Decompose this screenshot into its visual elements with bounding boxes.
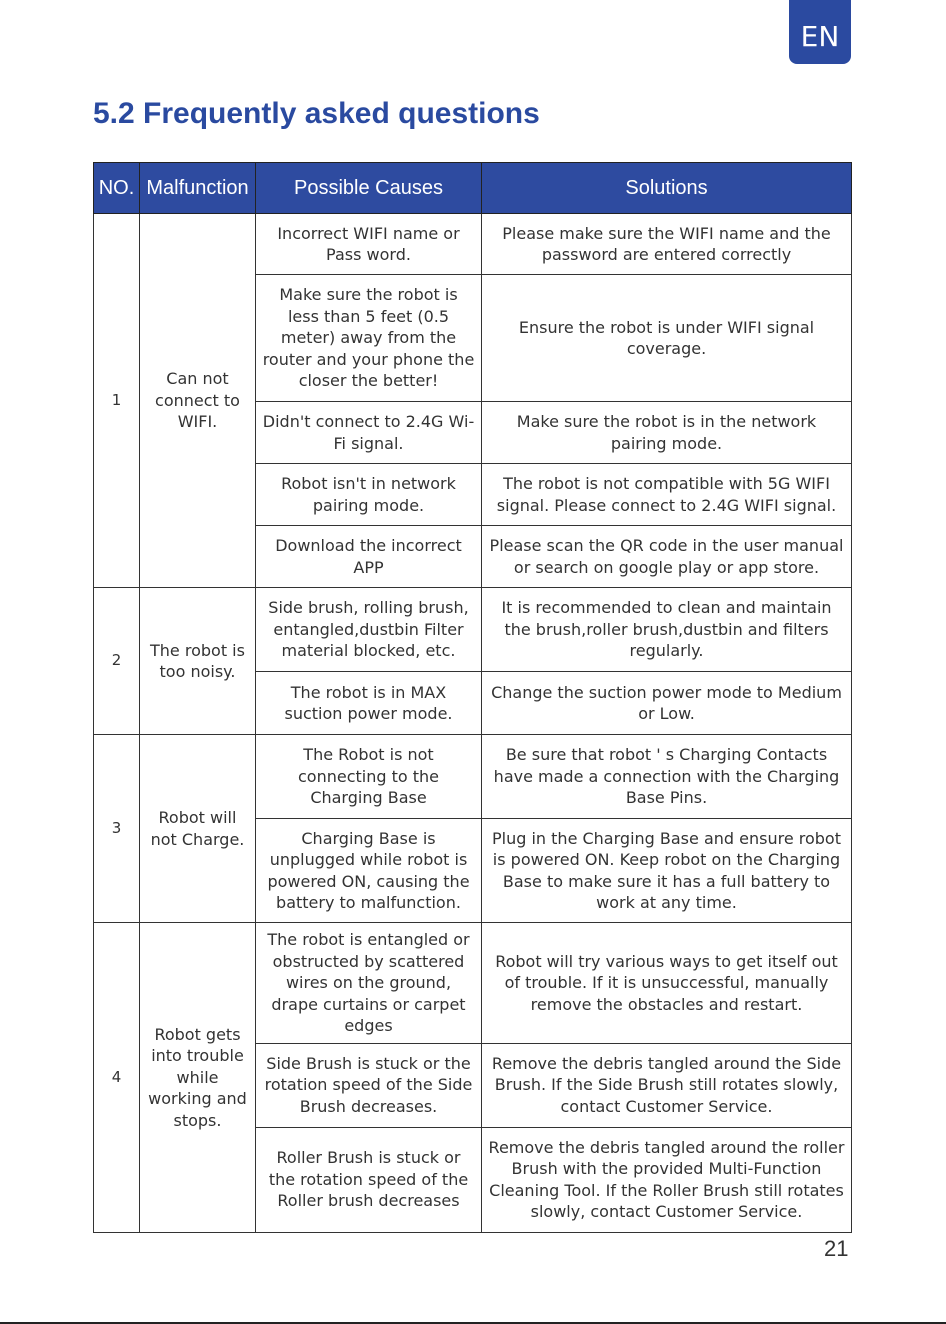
table-header-row bbox=[94, 163, 852, 214]
malfunction-cell: Robot gets into trouble while working and stops. bbox=[140, 923, 256, 1233]
page-number: 21 bbox=[824, 1236, 849, 1261]
solution-cell: Remove the debris tangled around the Side Brush. If the Side Brush still rotates slowly, contact Customer Service. bbox=[482, 1043, 852, 1127]
row-number: 3 bbox=[94, 735, 140, 923]
solution-cell: Make sure the robot is in the network pairing mode. bbox=[482, 402, 852, 464]
header-no: NO. bbox=[94, 163, 140, 214]
cause-cell: Charging Base is unplugged while robot is powered ON, causing the battery to malfunction. bbox=[256, 819, 482, 923]
table-row bbox=[94, 735, 852, 819]
solution-cell: Please make sure the WIFI name and the password are entered correctly bbox=[482, 214, 852, 275]
header-malfunction: Malfunction bbox=[140, 163, 256, 214]
solution-cell: Change the suction power mode to Medium or Low. bbox=[482, 672, 852, 735]
cause-cell: The robot is in MAX suction power mode. bbox=[256, 672, 482, 735]
table-row bbox=[94, 923, 852, 1044]
row-number: 2 bbox=[94, 588, 140, 735]
table-row bbox=[94, 214, 852, 275]
solution-cell: Ensure the robot is under WIFI signal coverage. bbox=[482, 275, 852, 402]
cause-cell: Side Brush is stuck or the rotation speed of the Side Brush decreases. bbox=[256, 1043, 482, 1127]
solution-cell: Robot will try various ways to get itself out of trouble. If it is unsuccessful, manually remove the obstacles and restart. bbox=[482, 923, 852, 1044]
solution-cell: The robot is not compatible with 5G WIFI signal. Please connect to 2.4G WIFI signal. bbox=[482, 464, 852, 526]
faq-table bbox=[93, 162, 852, 1233]
page-title: 5.2 Frequently asked questions bbox=[93, 97, 540, 130]
solution-cell: Please scan the QR code in the user manual or search on google play or app store. bbox=[482, 526, 852, 588]
cause-cell: Download the incorrect APP bbox=[256, 526, 482, 588]
row-number: 1 bbox=[94, 214, 140, 588]
malfunction-cell: Robot will not Charge. bbox=[140, 735, 256, 923]
row-number: 4 bbox=[94, 923, 140, 1233]
cause-cell: Make sure the robot is less than 5 feet (0.5 meter) away from the router and your phone the closer the better! bbox=[256, 275, 482, 402]
cause-cell: Robot isn't in network pairing mode. bbox=[256, 464, 482, 526]
cause-cell: The Robot is not connecting to the Charging Base bbox=[256, 735, 482, 819]
malfunction-cell: The robot is too noisy. bbox=[140, 588, 256, 735]
cause-cell: The robot is entangled or obstructed by scattered wires on the ground, drape curtains or carpet edges bbox=[256, 923, 482, 1044]
header-possible-causes: Possible Causes bbox=[256, 163, 482, 214]
solution-cell: Be sure that robot ' s Charging Contacts have made a connection with the Charging Base Pins. bbox=[482, 735, 852, 819]
table-row bbox=[94, 588, 852, 672]
cause-cell: Didn't connect to 2.4G Wi-Fi signal. bbox=[256, 402, 482, 464]
cause-cell: Incorrect WIFI name or Pass word. bbox=[256, 214, 482, 275]
language-badge: EN bbox=[789, 0, 851, 64]
cause-cell: Side brush, rolling brush, entangled,dustbin Filter material blocked, etc. bbox=[256, 588, 482, 672]
solution-cell: It is recommended to clean and maintain the brush,roller brush,dustbin and filters regularly. bbox=[482, 588, 852, 672]
malfunction-cell: Can not connect to WIFI. bbox=[140, 214, 256, 588]
solution-cell: Remove the debris tangled around the roller Brush with the provided Multi-Function Cleaning Tool. If the Roller Brush still rotates slowly, contact Customer Service. bbox=[482, 1127, 852, 1232]
solution-cell: Plug in the Charging Base and ensure robot is powered ON. Keep robot on the Charging Base to make sure it has a full battery to work at any time. bbox=[482, 819, 852, 923]
header-solutions: Solutions bbox=[482, 163, 852, 214]
cause-cell: Roller Brush is stuck or the rotation speed of the Roller brush decreases bbox=[256, 1127, 482, 1232]
